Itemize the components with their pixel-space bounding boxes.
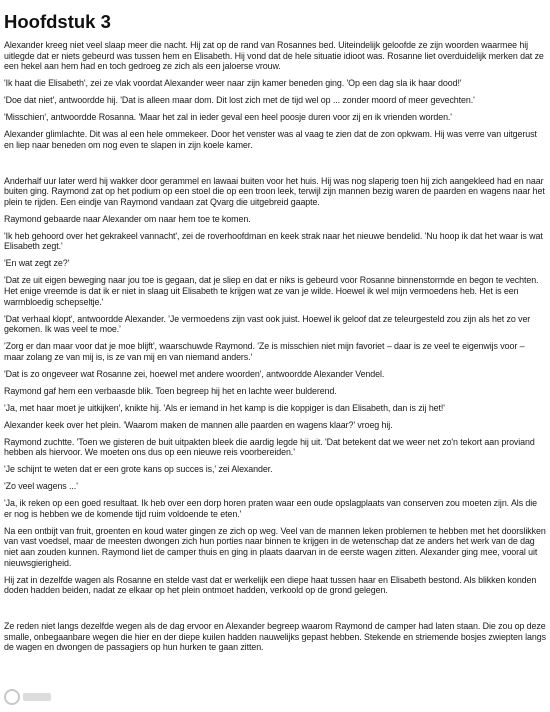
paragraph: Alexander glimlachte. Dit was al een hele ommekeer. Door het venster was al vaag te zien dat de zon opkwam. Hij was verre van uitgerust en liep naar beneden om nog even te slapen in zijn koele kamer. — [4, 129, 537, 150]
paragraph: 'Ik heb gehoord over het gekrakeel vannacht', zei de roverhoofdman en keek strak naar het nieuwe bendelid. 'Nu hoop ik dat het waar is wat Elisabeth zegt.' — [4, 230, 543, 252]
paragraph: Na een ontbijt van fruit, groenten en koud water gingen ze zich op weg. Veel van de mannen leken problemen te hebben met het doorslikken van vast voedsel, maar de meesten dwongen zich hun porties naar binnen te krijgen in de wetenschap dat ze anders het werk van de dag niet aan zouden kunnen. Raymond liet de camper thuis en ging in plaats daarvan in de eerste wagen zitten. Alexander ging mee, vooral uit nieuwsgierigheid. — [4, 525, 546, 568]
paragraph: Alexander keek over het plein. 'Waarom maken de mannen alle paarden en wagens klaar?' vroeg hij. — [4, 419, 393, 430]
watermark-icon — [4, 687, 54, 707]
paragraph: Raymond gebaarde naar Alexander om naar hem toe te komen. — [4, 213, 251, 224]
paragraph: 'Misschien', antwoordde Rosanna. 'Maar het zal in ieder geval een heel poosje duren voor zij en ik vrienden worden.' — [4, 112, 452, 123]
paragraph: 'Je schijnt te weten dat er een grote kans op succes is,' zei Alexander. — [4, 464, 273, 475]
paragraph: Raymond gaf hem een verbaasde blik. Toen begreep hij het en lachte weer bulderend. — [4, 385, 337, 396]
watermark-logo — [0, 682, 62, 712]
section-3 — [4, 621, 546, 653]
section-2 — [4, 176, 546, 596]
paragraph: 'Ja, met haar moet je uitkijken', knikte hij. 'Als er iemand in het kamp is die koppiger is dan Elisabeth, dan is zij het!' — [4, 402, 445, 413]
paragraph: Anderhalf uur later werd hij wakker door gerammel en lawaai buiten voor het huis. Hij was nog slaperig toen hij zich aangekleed had en naar buiten ging. Raymond zat op het podium op een stoel die op een troon leek, terwijl zijn mannen bezig waren de paarden en wagens naar het plein te rijden. Een eindje van Raymond vandaan zat Qvarg die uitgebreid gaapte. — [4, 175, 545, 207]
section-1 — [4, 40, 546, 150]
paragraph: 'Dat ze uit eigen beweging naar jou toe is gegaan, dat je sliep en dat er niks is gebeurd voor Rosanne binnenstormde en begon te vechten. Het enige vreemde is dat ik er niet in slaag uit Elisabeth te krijgen wat ze van je wilde. Hoewel ik wel mijn vermoedens heb. Het is een warmbloedig schepseltje.' — [4, 275, 539, 307]
paragraph: 'Dat is zo ongeveer wat Rosanne zei, hoewel met andere woorden', antwoordde Alexander Vendel. — [4, 368, 385, 379]
paragraph: Raymond zuchtte. 'Toen we gisteren de buit uitpakten bleek die aardig legde hij uit. 'Dat betekent dat we weer net zo'n tekort aan proviand hebben als hiervoor. We moeten ons dus op een nieuwe reis voorbereiden.' — [4, 436, 535, 458]
paragraph: Ze reden niet langs dezelfde wegen als de dag ervoor en Alexander begreep waarom Raymond de camper had laten staan. Die zou op deze smalle, onbegaanbare wegen die hier en der diepe kuilen hadden nauwelijks gepast hebben. Stekende en striemende bosjes zwiepten langs de wagen en dwongen de passagiers op hun hurken te gaan zitten. — [4, 621, 546, 653]
paragraph: 'Ik haat die Elisabeth', zei ze vlak voordat Alexander weer naar zijn kamer beneden ging. 'Op een dag sla ik haar dood!' — [4, 78, 462, 89]
paragraph: 'En wat zegt ze?' — [4, 258, 70, 269]
section-break — [4, 157, 546, 176]
paragraph: Hij zat in dezelfde wagen als Rosanne en stelde vast dat er werkelijk een diepe haat tussen haar en Elisabeth bestond. Als blikken konden doden hadden beiden, nadat ze elkaar op het plein ontmoet hadden, verkoold op de grond gelegen. — [4, 574, 537, 596]
section-break — [4, 602, 546, 621]
chapter-title: Hoofdstuk 3 — [4, 11, 111, 32]
paragraph: Alexander kreeg niet veel slaap meer die nacht. Hij zat op de rand van Rosannes bed. Uiteindelijk geloofde ze zijn woorden waarmee hij uitlegde dat er niets gebeurd was tussen hem en Elisabeth. Hij vond dat de hele situatie idioot was. Rosanne liet overduidelijk merken dat ze een hekel aan hem had en toch gedroeg ze zich als een jaloerse vrouw. — [4, 40, 544, 72]
paragraph: 'Zo veel wagens ...' — [4, 481, 78, 492]
paragraph: 'Dat verhaal klopt', antwoordde Alexander. 'Je vermoedens zijn vast ook juist. Hoewel ik geloof dat ze teleurgesteld zou zijn als het zo ver gekomen. Ik was veel te moe.' — [4, 313, 531, 335]
paragraph: 'Ja, ik reken op een goed resultaat. Ik heb over een dorp horen praten waar een oude opslagplaats van conserven zou moeten zijn. Als die er nog is hebben we de komende tijd ruim voldoende te eten.' — [4, 498, 538, 519]
paragraph: 'Zorg er dan maar voor dat je moe blijft', waarschuwde Raymond. 'Ze is misschien niet mijn favoriet – daar is ze veel te eigenwijs voor – maar zolang ze van mij is, is ze van mij en van niemand anders.' — [4, 341, 525, 362]
paragraph: 'Doe dat niet', antwoordde hij. 'Dat is alleen maar dom. Dit lost zich met de tijd wel op ... zonder moord of meer gevechten.' — [4, 95, 475, 106]
